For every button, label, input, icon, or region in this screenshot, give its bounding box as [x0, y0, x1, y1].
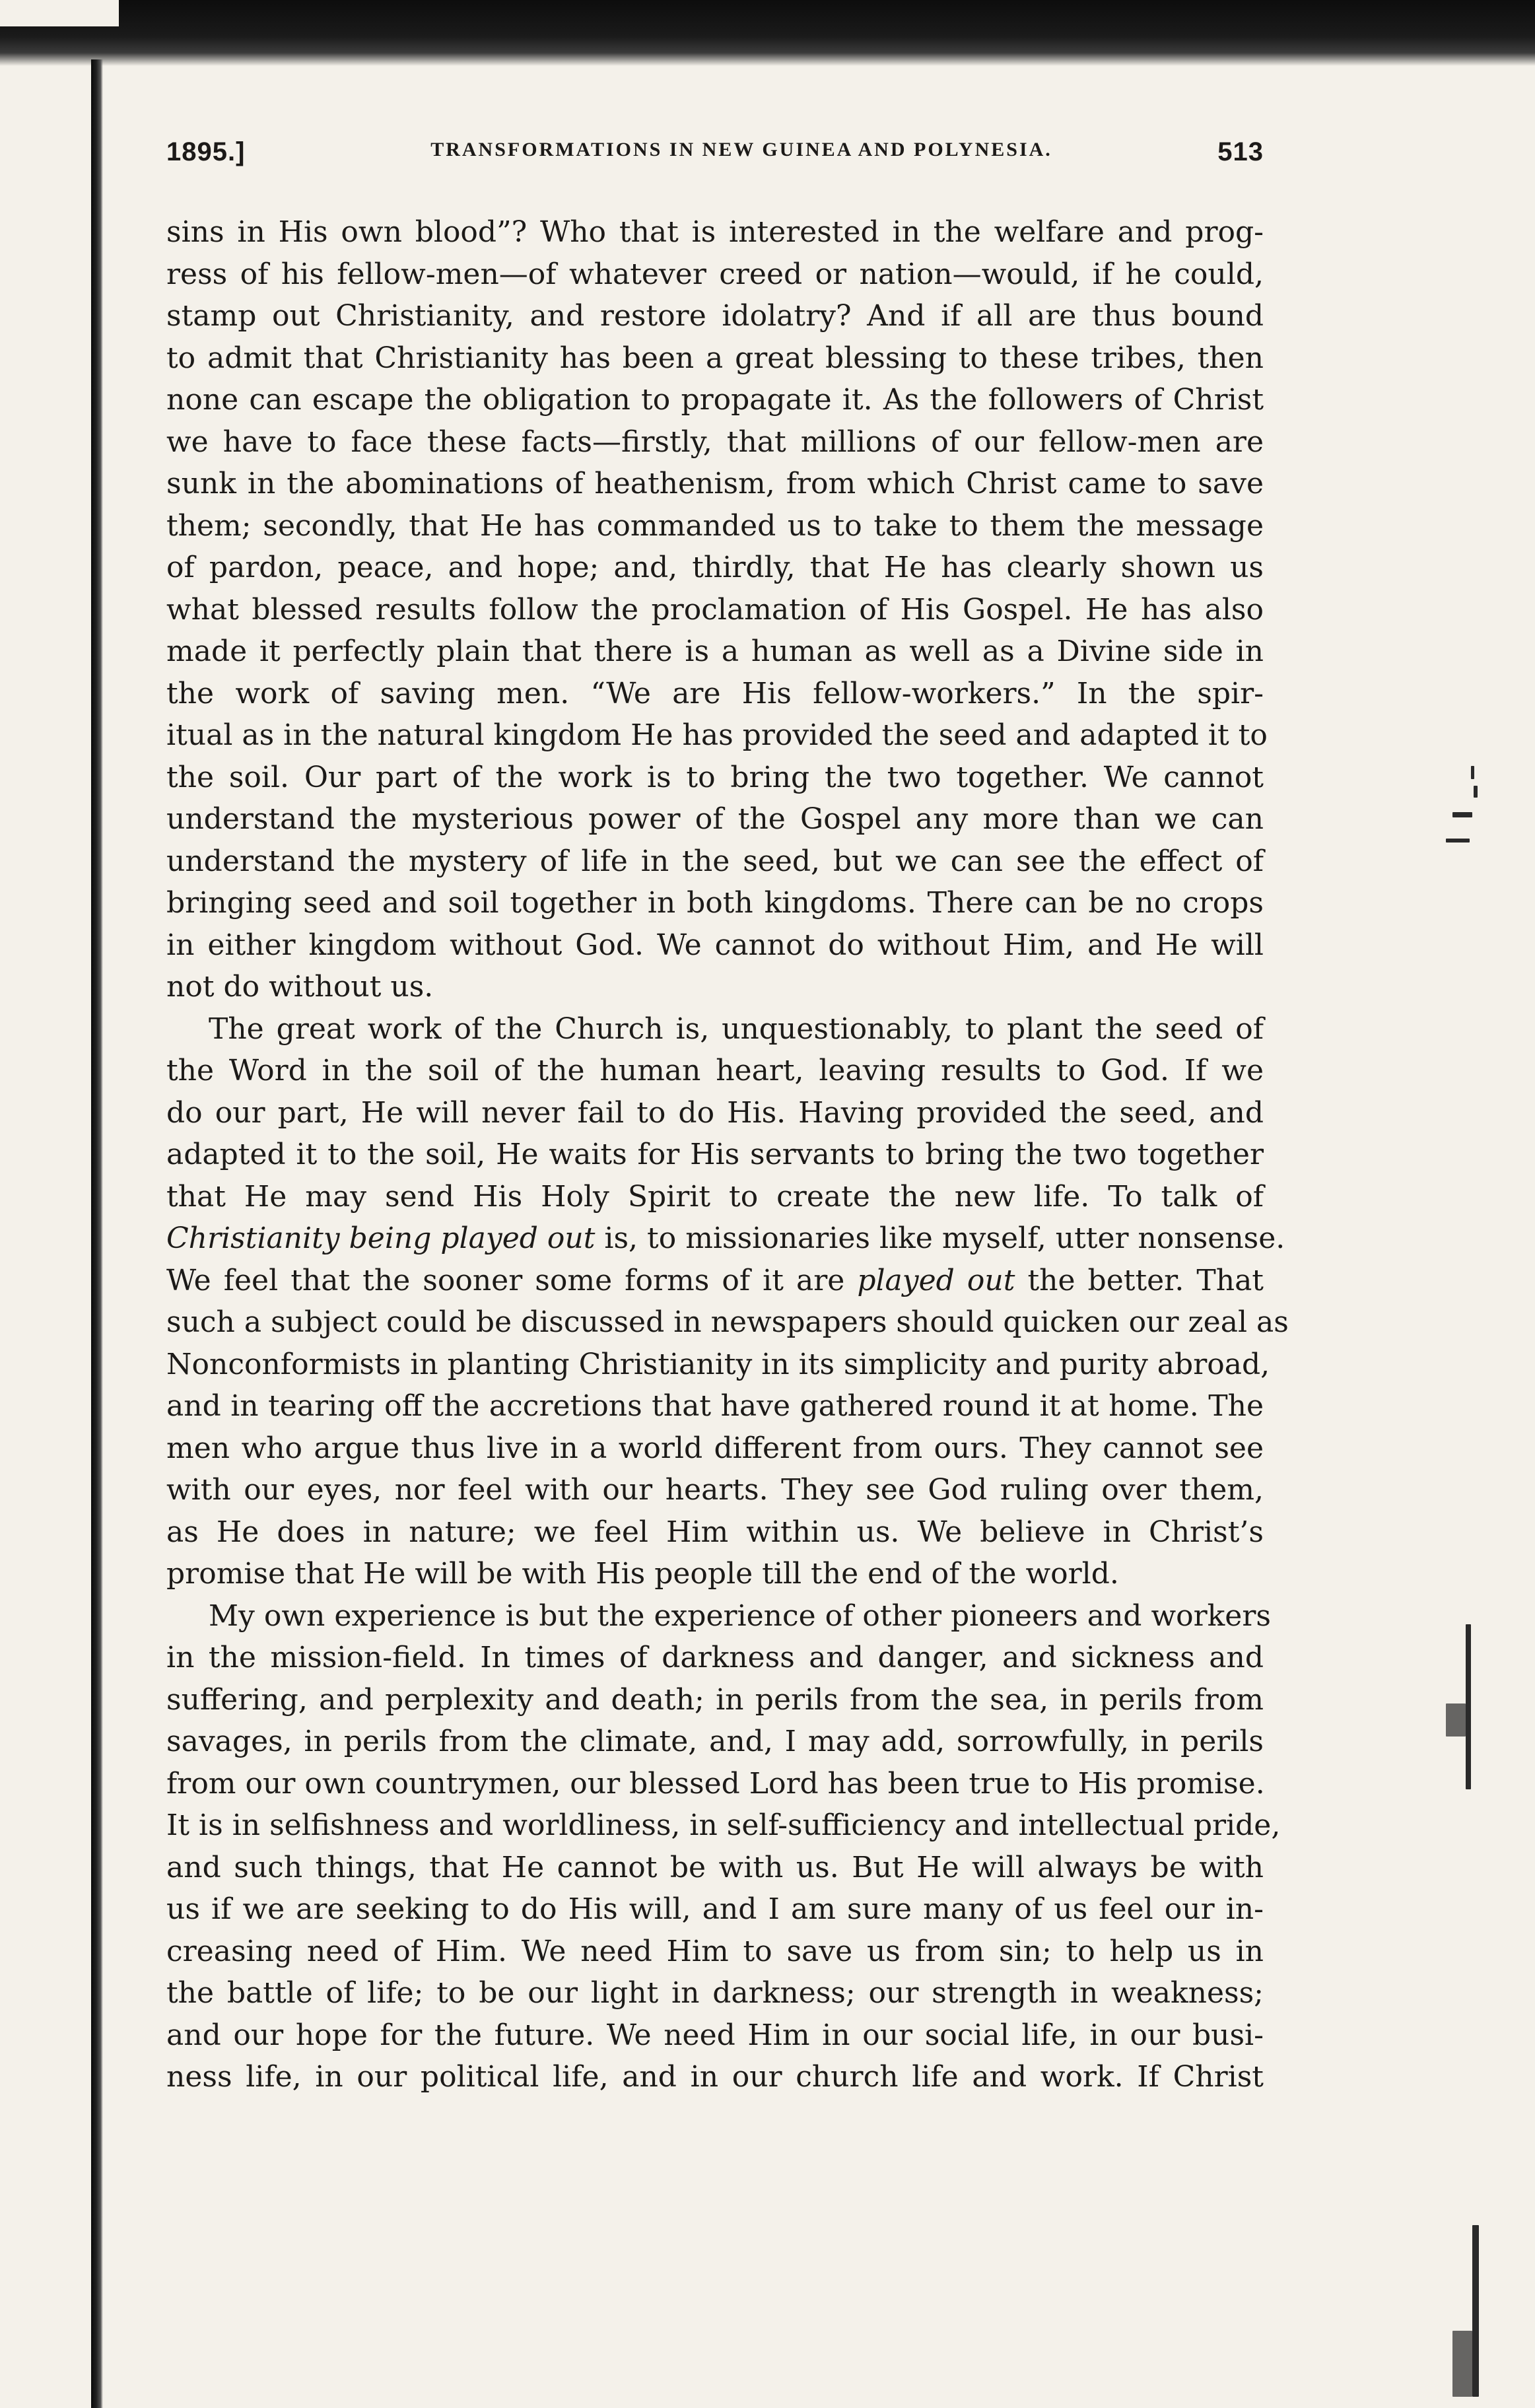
margin-debris-1	[1419, 766, 1492, 872]
text-line: itual as in the natural kingdom He has provided the seed and adapted it to	[166, 718, 1268, 752]
text-line: creasing need of Him. We need Him to save us from sin; to help us in	[166, 1934, 1264, 1968]
running-title: TRANSFORMATIONS IN NEW GUINEA AND POLYNESIA.	[430, 139, 1052, 160]
text-line: we have to face these facts—firstly, that millions of our fellow-men are	[166, 425, 1264, 459]
text-line: understand the mystery of life in the seed, but we can see the effect of	[166, 844, 1264, 878]
text-line: as He does in nature; we feel Him within us. We believe in Christ’s	[166, 1515, 1264, 1549]
text-line: not do without us.	[166, 970, 434, 1004]
text-line: that He may send His Holy Spirit to create the new life. To talk of	[166, 1179, 1264, 1214]
margin-debris-2	[1419, 1624, 1492, 1796]
page-number: 513	[1217, 137, 1264, 166]
text-line: savages, in perils from the climate, and, I may add, sorrowfully, in perils	[166, 1725, 1264, 1758]
italic-phrase: played out	[857, 1263, 1015, 1297]
text-line: in either kingdom without God. We cannot do without Him, and He will	[166, 928, 1264, 962]
text-line: My own experience is but the experience of other pioneers and workers	[209, 1599, 1271, 1633]
text-line: men who argue thus live in a world different from ours. They cannot see	[166, 1431, 1264, 1465]
text-line: and such things, that He cannot be with us. But He will always be with	[166, 1850, 1264, 1884]
text-line: promise that He will be with His people till the end of the world.	[166, 1557, 1119, 1591]
text-line: sunk in the abominations of heathenism, from which Christ came to save	[166, 467, 1264, 500]
text-line: such a subject could be discussed in newspapers should quicken our zeal as	[166, 1305, 1289, 1339]
text-line: with our eyes, nor feel with our hearts. They see God ruling over them,	[166, 1473, 1264, 1507]
text-line: The great work of the Church is, unquestionably, to plant the seed of	[209, 1012, 1264, 1046]
text-line: ness life, in our political life, and in our church life and work. If Christ	[166, 2060, 1264, 2094]
text-line: stamp out Christianity, and restore idolatry? And if all are thus bound	[166, 299, 1264, 333]
text-line: of pardon, peace, and hope; and, thirdly, that He has clearly shown us	[166, 551, 1264, 584]
text-line: the soil. Our part of the work is to bring the two together. We cannot	[166, 760, 1264, 794]
text-line: them; secondly, that He has commanded us to take to them the message	[166, 508, 1264, 543]
text-line-italic-mixed	[166, 1260, 1264, 1302]
line-text: We feel that the sooner some forms of it are	[166, 1263, 858, 1297]
text-line: the battle of life; to be our light in darkness; our strength in weakness;	[166, 1976, 1264, 2010]
text-line: do our part, He will never fail to do His. Having provided the seed, and	[166, 1095, 1264, 1130]
header-year: 1895.]	[166, 137, 246, 166]
text-line: Nonconformists in planting Christianity in its simplicity and purity abroad,	[166, 1347, 1270, 1381]
scan-top-shadow	[0, 0, 1535, 66]
text-line: suffering, and perplexity and death; in perils from the sea, in perils from	[166, 1682, 1264, 1717]
line-text: the better. That	[1015, 1263, 1264, 1297]
text-line: made it perfectly plain that there is a human as well as a Divine side in	[166, 635, 1264, 668]
text-line: none can escape the obligation to propagate it. As the followers of Christ	[166, 383, 1264, 417]
text-line: the Word in the soil of the human heart, leaving results to God. If we	[166, 1054, 1264, 1087]
margin-debris-3	[1419, 2225, 1492, 2403]
text-line: the work of saving men. “We are His fellow-workers.” In the spir-	[166, 676, 1264, 710]
text-line: in the mission-field. In times of darkness and danger, and sickness and	[166, 1641, 1264, 1674]
text-line-italic-mixed	[166, 1218, 1285, 1260]
text-line: what blessed results follow the proclamation of His Gospel. He has also	[166, 592, 1264, 627]
text-line: understand the mysterious power of the Gospel any more than we can	[166, 802, 1264, 836]
text-line: and our hope for the future. We need Him in our social life, in our busi-	[166, 2018, 1264, 2052]
text-line: adapted it to the soil, He waits for His servants to bring the two together	[166, 1138, 1264, 1171]
text-line: from our own countrymen, our blessed Lord has been true to His promise.	[166, 1766, 1265, 1801]
text-line: sins in His own blood”? Who that is interested in the welfare and prog-	[166, 215, 1264, 249]
text-line: us if we are seeking to do His will, and I am sure many of us feel our in-	[166, 1892, 1264, 1926]
text-line: and in tearing off the accretions that have gathered round it at home. The	[166, 1389, 1264, 1423]
line-text: is, to missionaries like myself, utter nonsense.	[595, 1221, 1285, 1255]
italic-phrase: Christianity being played out	[166, 1221, 596, 1255]
text-line: It is in selfishness and worldliness, in self-sufficiency and intellectual pride,	[166, 1808, 1281, 1842]
scan-top-notch	[0, 0, 119, 26]
text-line: bringing seed and soil together in both kingdoms. There can be no crops	[166, 886, 1264, 920]
running-header	[166, 137, 1264, 177]
text-line: ress of his fellow-men—of whatever creed or nation—would, if he could,	[166, 257, 1264, 291]
article-body	[166, 211, 1289, 2098]
text-line: to admit that Christianity has been a great blessing to these tribes, then	[166, 341, 1264, 375]
binding-edge-shadow	[91, 59, 103, 2408]
